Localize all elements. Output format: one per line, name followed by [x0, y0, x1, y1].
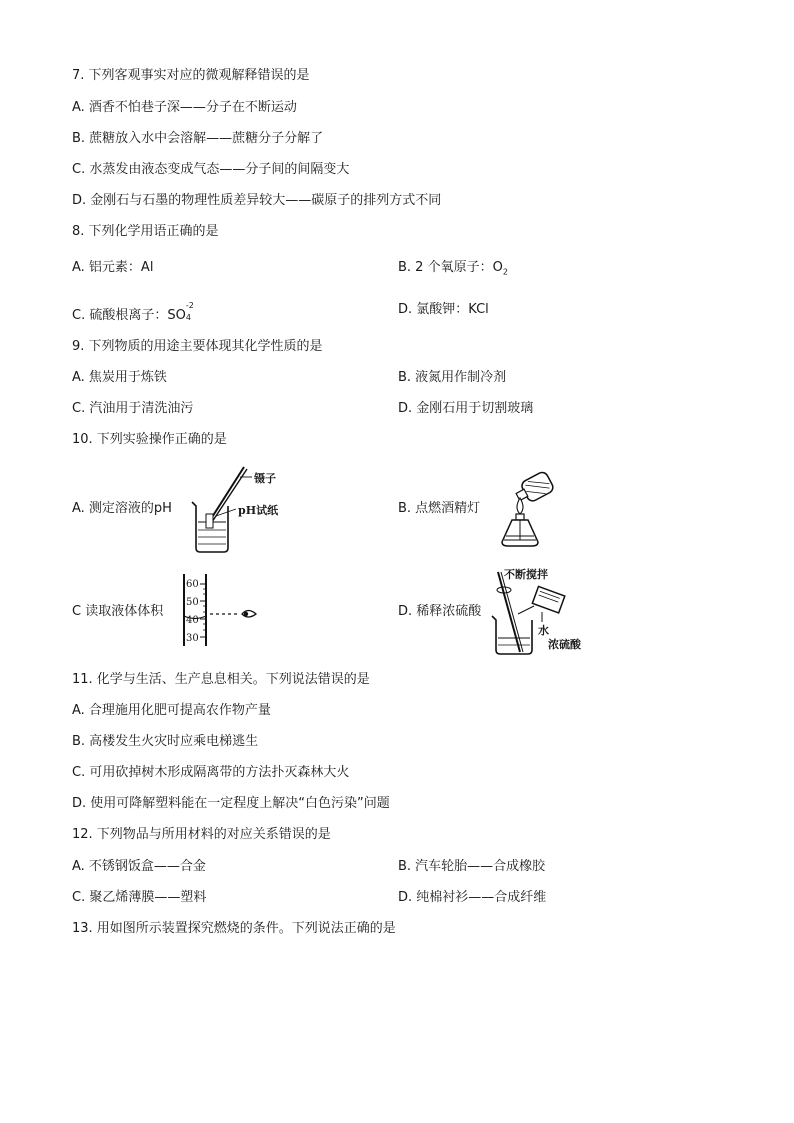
q12-option-d: D. 纯棉衬衫——合成纤维: [398, 890, 547, 905]
q11-option-d: D. 使用可降解塑料能在一定程度上解决“白色污染”问题: [72, 796, 390, 811]
q8-option-c-text: C. 硫酸根离子：SO: [72, 308, 186, 323]
q9-option-a: A. 焦炭用于炼铁: [72, 370, 167, 385]
q8-option-c-superscript: -2: [185, 301, 194, 310]
figure-measure-ph: [186, 464, 296, 554]
q12-option-b: B. 汽车轮胎——合成橡胶: [398, 859, 546, 874]
q10-option-b: B. 点燃酒精灯: [398, 501, 481, 516]
q12-option-c: C. 聚乙烯薄膜——塑料: [72, 890, 207, 905]
q9-option-c: C. 汽油用于清洗油污: [72, 401, 194, 416]
tick-label-60: 60: [186, 579, 199, 590]
figure-alcohol-lamp: [492, 470, 562, 550]
q7-option-a: A. 酒香不怕巷子深——分子在不断运动: [72, 100, 297, 115]
q9-option-d: D. 金刚石用于切割玻璃: [398, 401, 534, 416]
tick-label-50: 50: [186, 597, 199, 608]
q8-stem: 8. 下列化学用语正确的是: [72, 224, 219, 239]
q10-option-a: A. 测定溶液的pH: [72, 501, 172, 516]
q8-option-a: A. 铝元素：Al: [72, 260, 154, 275]
q9-stem: 9. 下列物质的用途主要体现其化学性质的是: [72, 339, 323, 354]
figure-graduated-cylinder: [180, 572, 270, 648]
q10-option-d: D. 稀释浓硫酸: [398, 604, 482, 619]
q7-stem: 7. 下列客观事实对应的微观解释错误的是: [72, 68, 310, 83]
q9-option-b: B. 液氮用作制冷剂: [398, 370, 507, 385]
q7-option-b: B. 蔗糖放入水中会溶解——蔗糖分子分解了: [72, 131, 324, 146]
q10-option-c: C 读取液体体积: [72, 604, 164, 619]
q11-option-b: B. 高楼发生火灾时应乘电梯逃生: [72, 734, 259, 749]
figure-label-concentrated-acid: 浓硫酸: [548, 638, 581, 651]
q8-option-b-text: B. 2 个氧原子：O: [398, 260, 503, 275]
q8-option-c: [72, 301, 198, 325]
q7-option-d: D. 金刚石与石墨的物理性质差异较大——碳原子的排列方式不同: [72, 193, 442, 208]
figure-label-stir: 不断搅拌: [504, 568, 548, 581]
q13-stem: 13. 用如图所示装置探究燃烧的条件。下列说法正确的是: [72, 921, 396, 936]
q8-option-d: D. 氯酸钾：KCl: [398, 302, 489, 317]
q11-option-a: A. 合理施用化肥可提高农作物产量: [72, 703, 271, 718]
figure-label-tweezers: 镊子: [254, 472, 276, 485]
q10-stem: 10. 下列实验操作正确的是: [72, 432, 227, 447]
q12-stem: 12. 下列物品与所用材料的对应关系错误的是: [72, 827, 331, 842]
q7-option-c: C. 水蒸发由液态变成气态——分子间的间隔变大: [72, 162, 350, 177]
q8-option-b-subscript: 2: [502, 267, 508, 277]
q8-option-b: [398, 259, 508, 277]
tick-label-30: 30: [186, 633, 199, 644]
q11-stem: 11. 化学与生活、生产息息相关。下列说法错误的是: [72, 672, 370, 687]
figure-label-water: 水: [538, 624, 549, 637]
cylinder-scale-labels: [186, 576, 199, 648]
tick-label-40: 40: [186, 615, 199, 626]
q11-option-c: C. 可用砍掉树木形成隔离带的方法扑灭森林大火: [72, 765, 350, 780]
q12-option-a: A. 不锈钢饭盒——合金: [72, 859, 206, 874]
q8-option-c-scripts: [185, 301, 198, 322]
figure-label-ph-paper: pH试纸: [238, 504, 279, 517]
q8-option-c-subscript: 4: [185, 313, 191, 322]
figure-dilute-acid: [490, 566, 600, 658]
